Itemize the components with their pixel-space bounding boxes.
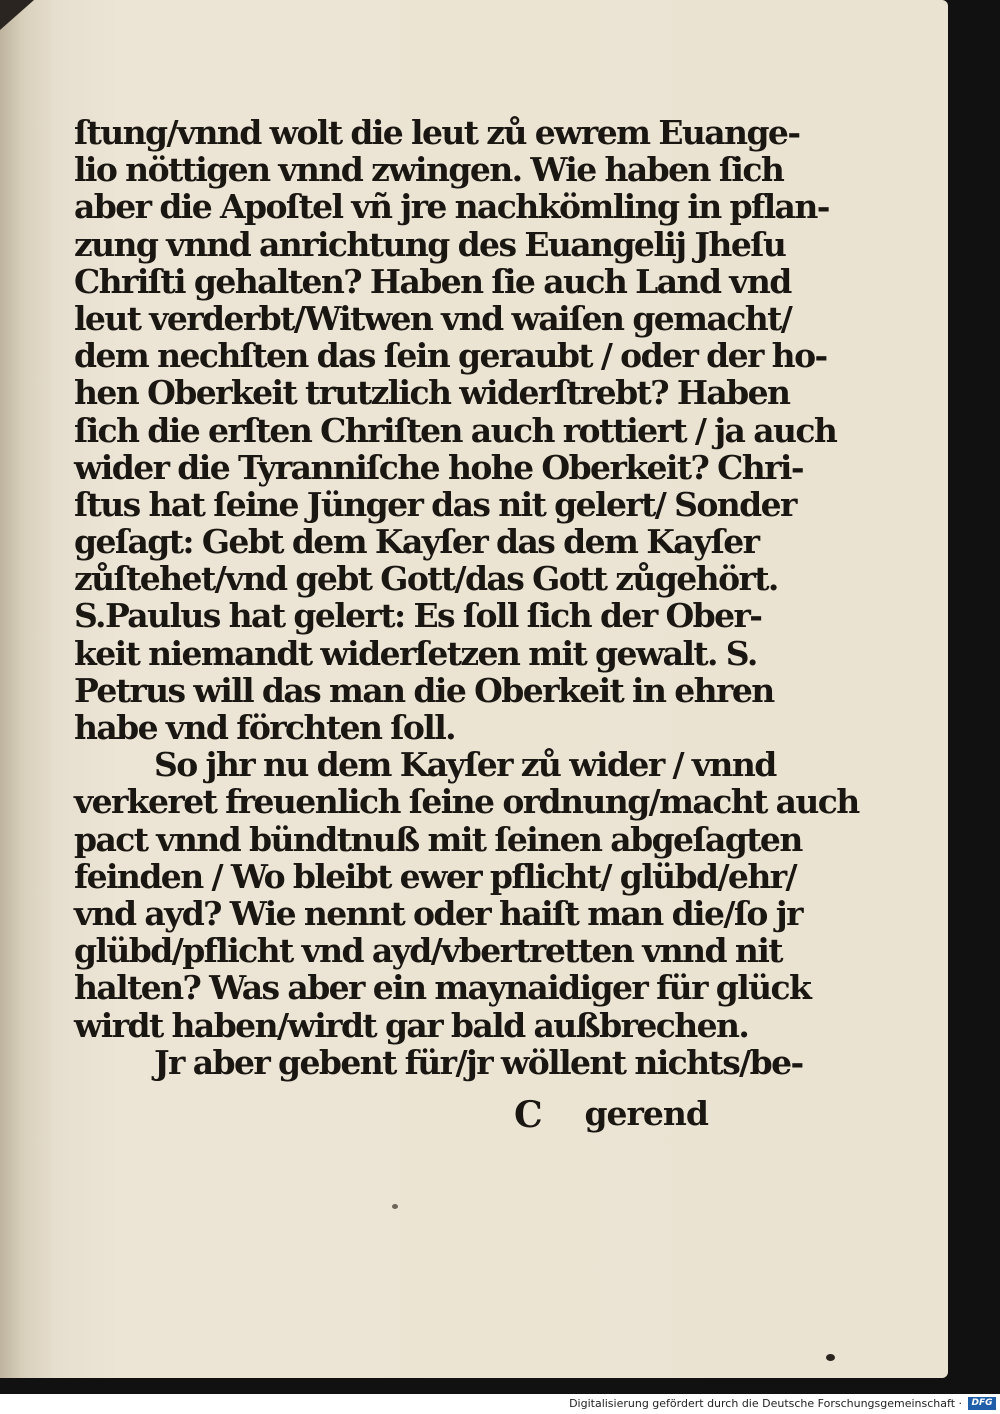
text-line-10: wider die Tyranniſche hohe Oberkeit? Chri-	[74, 447, 803, 487]
catchword: gerend	[584, 1094, 708, 1133]
text-line-6: leut verderbt/Witwen vnd waiſen gemacht/	[74, 298, 792, 338]
torn-corner	[0, 0, 34, 30]
text-line-13: zůſtehet/vnd gebt Gott/das Gott zůgehört.	[74, 559, 778, 599]
text-line-15: keit niemandt widerſetzen mit gewalt. S.	[74, 633, 757, 673]
text-line-26: Jr aber gebent für/jr wöllent nichts/be-	[154, 1042, 803, 1082]
text-line-1: ſtung/vnnd wolt die leut zů ewrem Euange-	[74, 113, 800, 152]
paper-speck	[826, 1354, 835, 1361]
text-line-7: dem nechſten das ſein geraubt / oder der ho-	[74, 336, 827, 376]
footer-bar	[0, 1394, 1000, 1414]
text-line-17: habe vnd förchten ſoll.	[74, 708, 456, 747]
text-line-20: pact vnnd bündtnuß mit ſeinen abgeſagten	[74, 819, 802, 859]
text-line-19: verkeret freuenlich ſeine ordnung/macht auch	[74, 782, 859, 822]
text-line-2: lio nöttigen vnnd zwingen. Wie haben ſich	[74, 150, 784, 190]
text-line-23: glübd/pflicht vnd ayd/vbertretten vnnd nit	[74, 931, 782, 971]
text-line-5: Chriſti gehalten? Haben ſie auch Land vnd	[74, 261, 791, 301]
text-line-14: S.Paulus hat gelert: Es ſoll ſich der Ober-	[74, 596, 762, 636]
signature-mark: C	[514, 1094, 543, 1136]
text-line-8: hen Oberkeit trutzlich widerſtrebt? Haben	[74, 373, 790, 413]
funding-credit: Digitalisierung gefördert durch die Deutsche Forschungsgemeinschaft ·	[569, 1397, 962, 1410]
catchword-line	[74, 1094, 710, 1134]
text-line-11: ſtus hat ſeine Jünger das nit gelert/ Sonder	[74, 484, 796, 524]
text-line-22: vnd ayd? Wie nennt oder haiſt man die/ſo jr	[74, 893, 802, 933]
text-line-4: zung vnnd anrichtung des Euangelij Jheſu	[74, 224, 786, 264]
text-line-12: geſagt: Gebt dem Kayſer das dem Kayſer	[74, 522, 759, 562]
dfg-logo-icon: DFG	[968, 1397, 996, 1410]
text-line-9: ſich die erſten Chriſten auch rottiert / ja auch	[74, 410, 837, 450]
text-line-3: aber die Apoſtel vñ jre nachkömling in pflan-	[74, 187, 829, 227]
text-line-16: Petrus will das man die Oberkeit in ehren	[74, 670, 774, 710]
text-line-18: So jhr nu dem Kayſer zů wider / vnnd	[154, 745, 776, 785]
text-line-21: feinden / Wo bleibt ewer pflicht/ glübd/ehr/	[74, 856, 796, 896]
text-line-24: halten? Was aber ein maynaidiger für glück	[74, 968, 811, 1008]
text-line-25: wirdt haben/wirdt gar bald außbrechen.	[74, 1005, 749, 1045]
body-text	[74, 113, 859, 1082]
paper-speck	[392, 1204, 398, 1209]
